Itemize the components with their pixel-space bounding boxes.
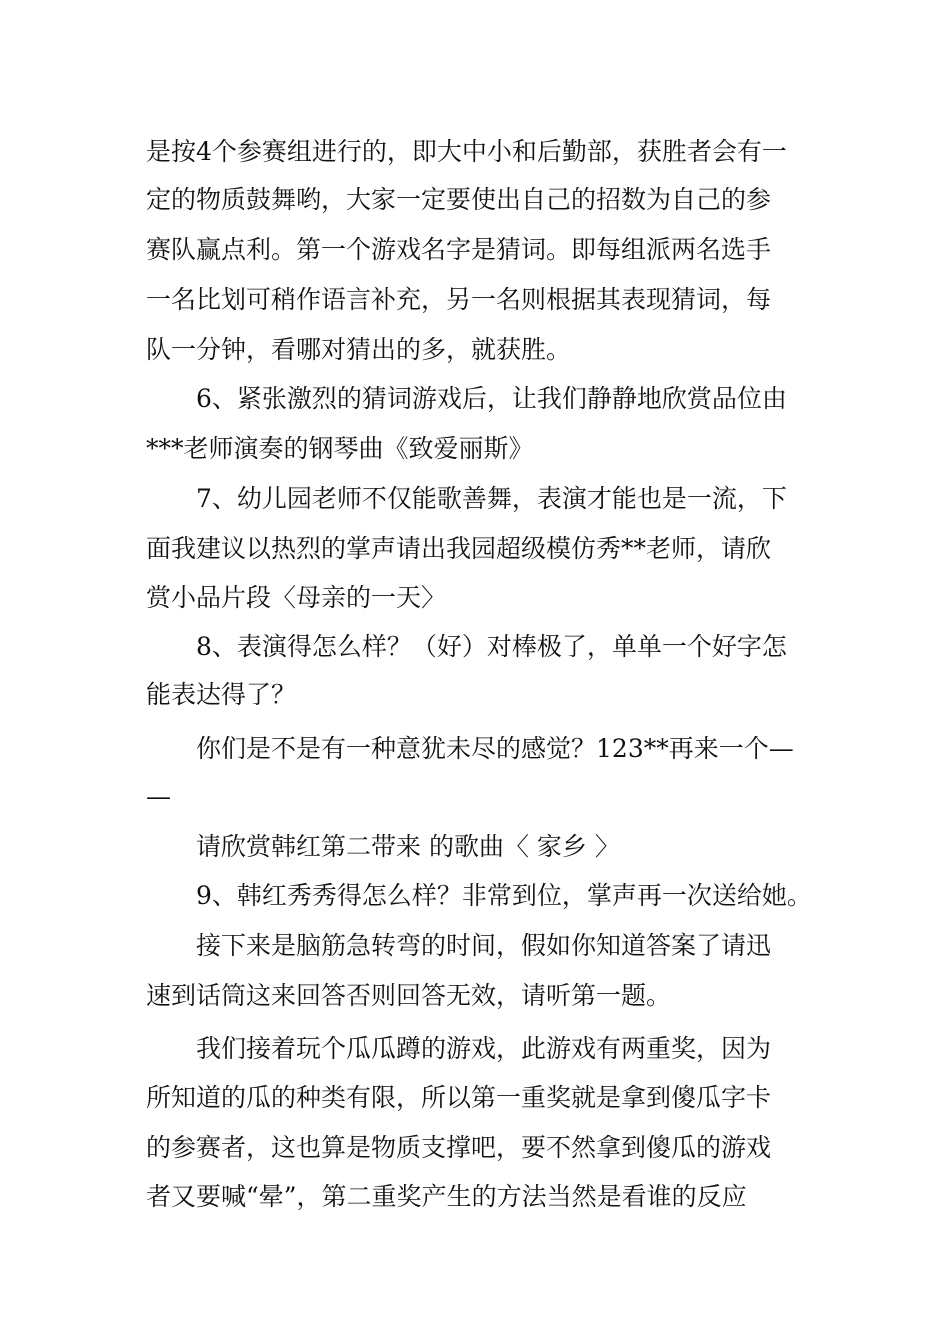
- text-line: 速到话筒这来回答否则回答无效，请听第一题。: [146, 981, 672, 1010]
- text-line: 面我建议以热烈的掌声请出我园超级模仿秀**老师，请欣: [146, 534, 772, 563]
- paragraph-6-line: 6、紧张激烈的猜词游戏后，让我们静静地欣赏品位由: [196, 384, 787, 413]
- text-line: ***老师演奏的钢琴曲《致爱丽斯》: [146, 434, 534, 463]
- text-line: 的参赛者，这也算是物质支撑吧，要不然拿到傻瓜的游戏: [146, 1133, 772, 1162]
- paragraph-line: 我们接着玩个瓜瓜蹲的游戏，此游戏有两重奖，因为: [196, 1034, 772, 1063]
- text-line: 队一分钟，看哪对猜出的多，就获胜。: [146, 335, 572, 364]
- paragraph-line: 请欣赏韩红第二带来 的歌曲〈 家乡 〉: [196, 832, 620, 861]
- paragraph-8-line: 8、表演得怎么样？（好）对棒极了，单单一个好字怎: [196, 632, 787, 661]
- paragraph-9-line: 9、韩红秀秀得怎么样？非常到位，掌声再一次送给她。: [196, 881, 812, 910]
- paragraph-line: 你们是不是有一种意犹未尽的感觉？123**再来一个—: [196, 734, 794, 763]
- paragraph-7-line: 7、幼儿园老师不仅能歌善舞，表演才能也是一流，下: [196, 484, 787, 513]
- text-line: 赛队赢点利。第一个游戏名字是猜词。即每组派两名选手: [146, 235, 772, 264]
- text-line: —: [146, 782, 171, 811]
- text-line: 能表达得了？: [146, 680, 297, 709]
- paragraph-line: 接下来是脑筋急转弯的时间，假如你知道答案了请迅: [196, 931, 772, 960]
- text-line: 定的物质鼓舞哟，大家一定要使出自己的招数为自己的参: [146, 185, 772, 214]
- text-line: 是按4个参赛组进行的，即大中小和后勤部，获胜者会有一: [146, 137, 787, 166]
- text-line: 所知道的瓜的种类有限，所以第一重奖就是拿到傻瓜字卡: [146, 1083, 772, 1112]
- text-line: 一名比划可稍作语言补充，另一名则根据其表现猜词，每: [146, 285, 772, 314]
- text-line: 赏小品片段〈母亲的一天〉: [146, 583, 447, 612]
- text-line: 者又要喊“晕”，第二重奖产生的方法当然是看谁的反应: [146, 1182, 747, 1211]
